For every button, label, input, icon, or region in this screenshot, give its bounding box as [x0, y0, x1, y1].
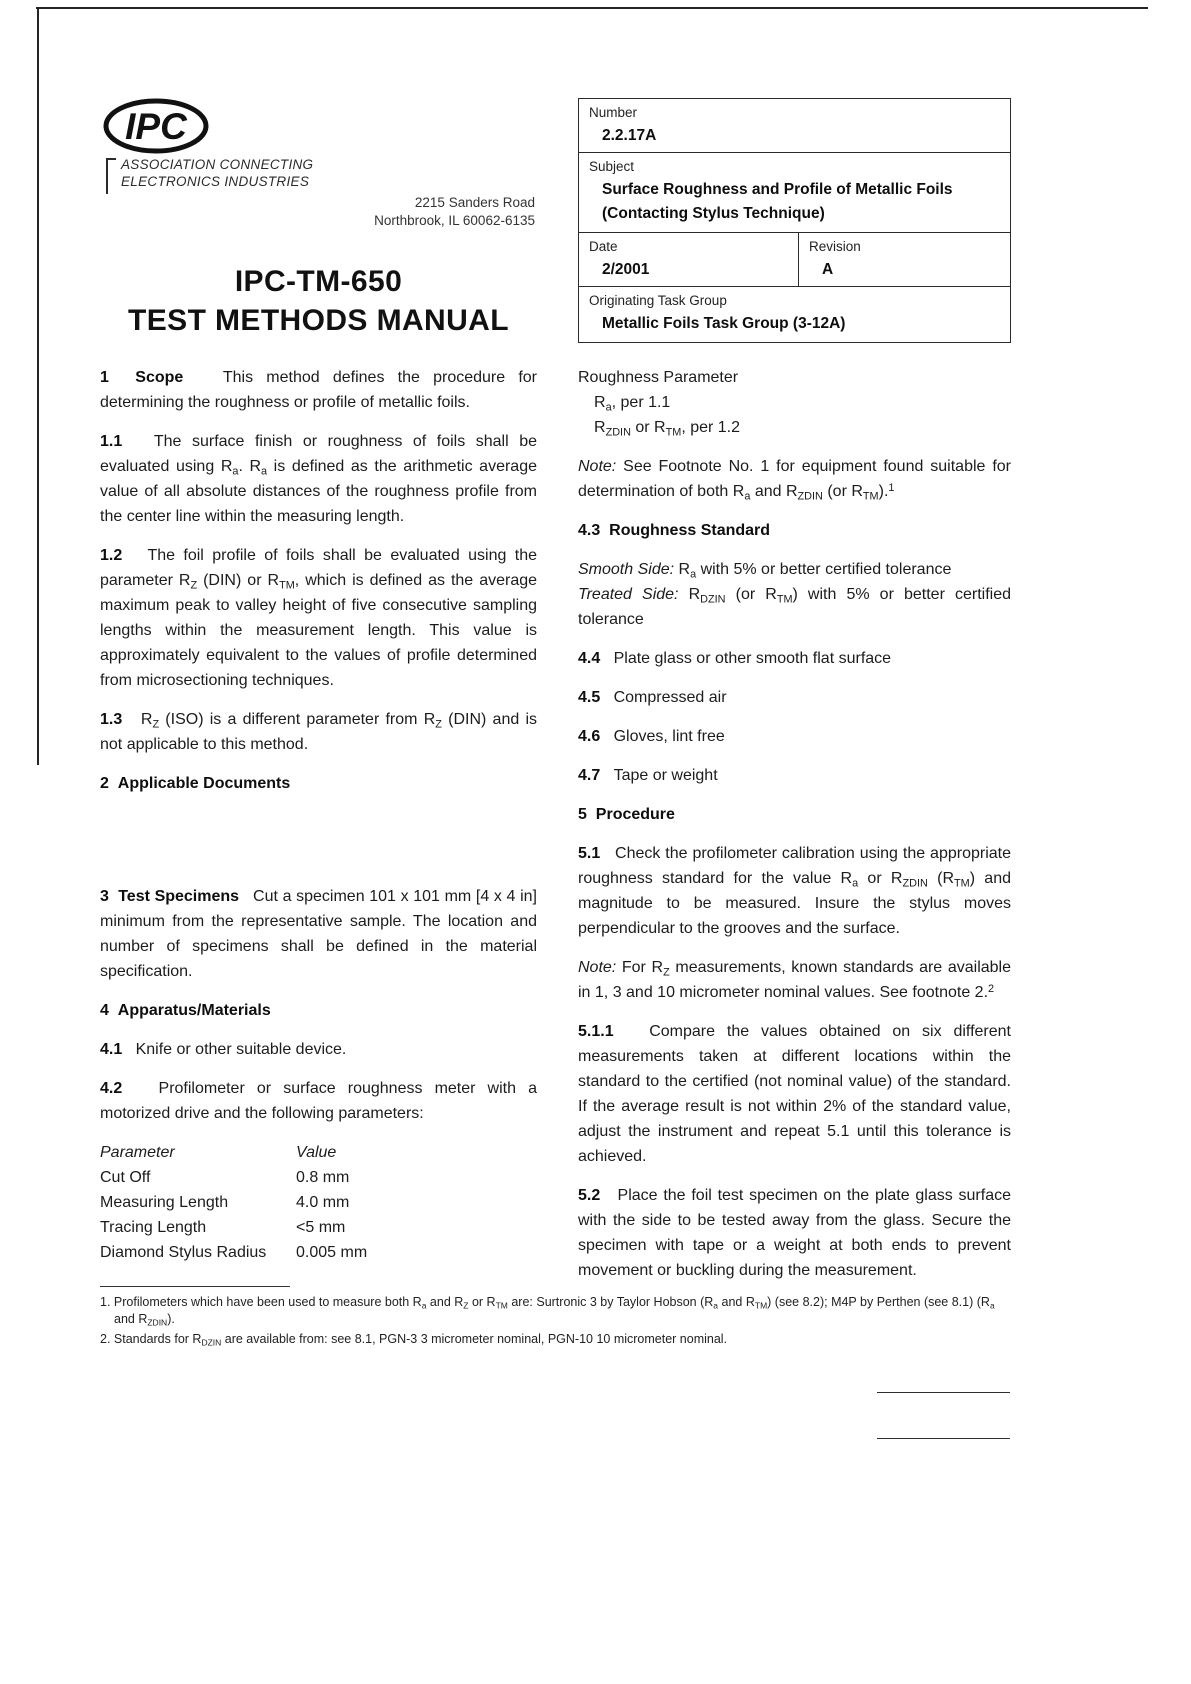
- right-column: [578, 365, 1011, 1297]
- date-label: Date: [589, 239, 618, 254]
- section-2-heading: 2 Applicable Documents: [100, 775, 291, 792]
- parameter-table-header-value: Value: [296, 1144, 337, 1161]
- left-column: [100, 365, 537, 1265]
- section-1-2: 1.2 The foil profile of foils shall be evaluated using the parameter $R_Z$ (DIN) or $R_{TM}$, which is defined as the average maximum peak to valley height of five consecutive sampling lengths within the measurement length. This value is approximately equivalent to the values of profile determined from microsectioning techniques.: [100, 547, 538, 689]
- section-5-2: 5.2 Place the foil test specimen on the plate glass surface with the side to be tested away from the glass. Secure the specimen with tape or a weight at both ends to prevent movement or buckling during the measurement.: [578, 1187, 1011, 1279]
- tagline-line-1: ASSOCIATION CONNECTING: [121, 157, 314, 172]
- number-value: 2.2.17A: [602, 127, 657, 144]
- subject-value: [589, 174, 1000, 226]
- info-cell-revision: [799, 233, 1010, 286]
- table-cell-parameter: Tracing Length: [100, 1219, 207, 1236]
- tagline-bracket-icon: [106, 158, 116, 194]
- footnote-divider: [100, 1286, 290, 1287]
- document-title-line-2: TEST METHODS MANUAL: [128, 304, 509, 337]
- footer-rule-1: [877, 1392, 1010, 1393]
- publisher-address: [250, 194, 535, 230]
- section-1-1: 1.1 The surface finish or roughness of foils shall be evaluated using $R_a$. $R_a$ is defined as the arithmetic average value of all absolute distances of the roughness profile from the center line within the measuring length.: [100, 433, 537, 525]
- footnotes: [100, 1286, 1015, 1351]
- info-row-number: [579, 99, 1010, 153]
- parameter-table-header-parameter: Parameter: [100, 1144, 175, 1161]
- table-cell-parameter: Cut Off: [100, 1169, 151, 1186]
- document-title: [100, 262, 537, 340]
- section-4-1: 4.1 Knife or other suitable device.: [100, 1041, 347, 1058]
- address-line-2: Northbrook, IL 60062-6135: [374, 213, 535, 228]
- ipc-logo-text: IPC: [125, 106, 187, 147]
- revision-label: Revision: [809, 239, 861, 254]
- section-4-2: 4.2 Profilometer or surface roughness meter with a motorized drive and the following parameters:: [100, 1080, 537, 1122]
- section-4-7: 4.7 Tape or weight: [578, 767, 718, 784]
- section-4-heading: 4 Apparatus/Materials: [100, 1002, 271, 1019]
- subject-value-line-2: (Contacting Stylus Technique): [602, 205, 825, 222]
- scan-artifact-top-line: [36, 7, 1148, 9]
- document-title-line-1: IPC-TM-650: [234, 265, 403, 298]
- section-1-scope: 1 Scope This method defines the procedure for determining the roughness or profile of metallic foils.: [100, 369, 537, 411]
- table-row-tracing-length: [100, 1215, 367, 1240]
- info-row-date-revision: [579, 233, 1010, 287]
- info-row-task-group: [579, 287, 1010, 342]
- roughness-parameter-list: [578, 365, 1011, 440]
- note-footnote-1: Note: See Footnote No. 1 for equipment found suitable for determination of both $R_a$ and $R_{ZDIN}$ (or $R_{TM}).^1$: [578, 458, 1011, 503]
- table-cell-parameter: Diamond Stylus Radius: [100, 1244, 267, 1261]
- task-group-label: Originating Task Group: [589, 293, 727, 308]
- info-row-subject: [579, 153, 1010, 233]
- roughness-parameter-item-2: $R_{ZDIN}$ or $R_{TM}$, per 1.2: [594, 419, 741, 439]
- subject-value-line-1: Surface Roughness and Profile of Metallic Foils: [602, 181, 953, 198]
- parameter-table: [100, 1140, 367, 1265]
- section-3-test-specimens: 3 Test Specimens Cut a specimen 101 x 101 mm [4 x 4 in] minimum from the representative sample. The location and number of specimens shall be defined in the material specification.: [100, 888, 538, 980]
- info-cell-date: [579, 233, 799, 286]
- parameter-table-header-row: [100, 1140, 367, 1165]
- footnote-2: 2. Standards for $R_{DZIN}$ are available from: see 8.1, PGN-3 3 micrometer nominal, PGN-10 10 micrometer nominal.: [100, 1332, 728, 1348]
- section-5-1-1: 5.1.1 Compare the values obtained on six different measurements taken at different locations within the standard to the certified (not nominal value) of the standard. If the average result is not within 2% of the standard value, adjust the instrument and repeat 5.1 until this tolerance is achieved.: [578, 1023, 1011, 1165]
- table-cell-value: 4.0 mm: [296, 1194, 350, 1211]
- roughness-parameter-heading: Roughness Parameter: [578, 369, 739, 386]
- footer-rule-2: [877, 1438, 1010, 1439]
- section-4-3-heading: 4.3 Roughness Standard: [578, 522, 771, 539]
- tagline-text: [121, 156, 313, 194]
- subject-label: Subject: [589, 159, 635, 174]
- address-line-1: 2215 Sanders Road: [414, 195, 535, 210]
- table-cell-value: 0.005 mm: [296, 1244, 368, 1261]
- section-4-6: 4.6 Gloves, lint free: [578, 728, 725, 745]
- table-row-measuring-length: [100, 1190, 367, 1215]
- section-5-1: 5.1 Check the profilometer calibration using the appropriate roughness standard for the value $R_a$ or $R_{ZDIN}$ $(R_{TM})$ and magnitude to be measured. Insure the stylus moves perpendicular to the grooves and the surface.: [578, 845, 1011, 937]
- table-cell-value: <5 mm: [296, 1219, 346, 1236]
- number-label: Number: [589, 105, 638, 120]
- section-4-5: 4.5 Compressed air: [578, 689, 727, 706]
- scan-artifact-left-line: [37, 7, 39, 765]
- footnote-1: 1. Profilometers which have been used to measure both $R_a$ and $R_Z$ or $R_{TM}$ are: Surtronic 3 by Taylor Hobson ($R_a$ and $R_{TM}$) (see 8.2); M4P by Perthen (see 8.1) ($R_a$ and $R_{ZDIN}$).: [100, 1295, 995, 1328]
- note-footnote-2: Note: For $R_Z$ measurements, known standards are available in 1, 3 and 10 micrometer nominal values. See footnote 2.$^2$: [578, 959, 1011, 1001]
- date-value: 2/2001: [602, 261, 650, 278]
- section-4-3-body: Smooth Side: $R_a$ with 5% or better certified tolerance Treated Side: $R_{DZIN}$ (or $R_{TM}$) with 5% or better certified tolerance: [578, 561, 1012, 628]
- section-4-4: 4.4 Plate glass or other smooth flat surface: [578, 650, 892, 667]
- table-cell-value: 0.8 mm: [296, 1169, 350, 1186]
- table-cell-parameter: Measuring Length: [100, 1194, 229, 1211]
- section-1-3: 1.3 $R_Z$ (ISO) is a different parameter from $R_Z$ (DIN) and is not applicable to this method.: [100, 711, 537, 753]
- table-row-cut-off: [100, 1165, 367, 1190]
- ipc-logo: [103, 96, 211, 161]
- document-info-box: [578, 98, 1011, 343]
- revision-value: A: [822, 261, 834, 278]
- section-5-heading: 5 Procedure: [578, 806, 675, 823]
- table-row-diamond-stylus-radius: [100, 1240, 367, 1265]
- roughness-parameter-item-1: $R_a$, per 1.1: [594, 394, 671, 414]
- ipc-logo-graphic: [103, 96, 211, 156]
- task-group-value: Metallic Foils Task Group (3-12A): [602, 315, 846, 332]
- tagline-line-2: ELECTRONICS INDUSTRIES: [121, 174, 310, 189]
- logo-tagline: [106, 156, 313, 194]
